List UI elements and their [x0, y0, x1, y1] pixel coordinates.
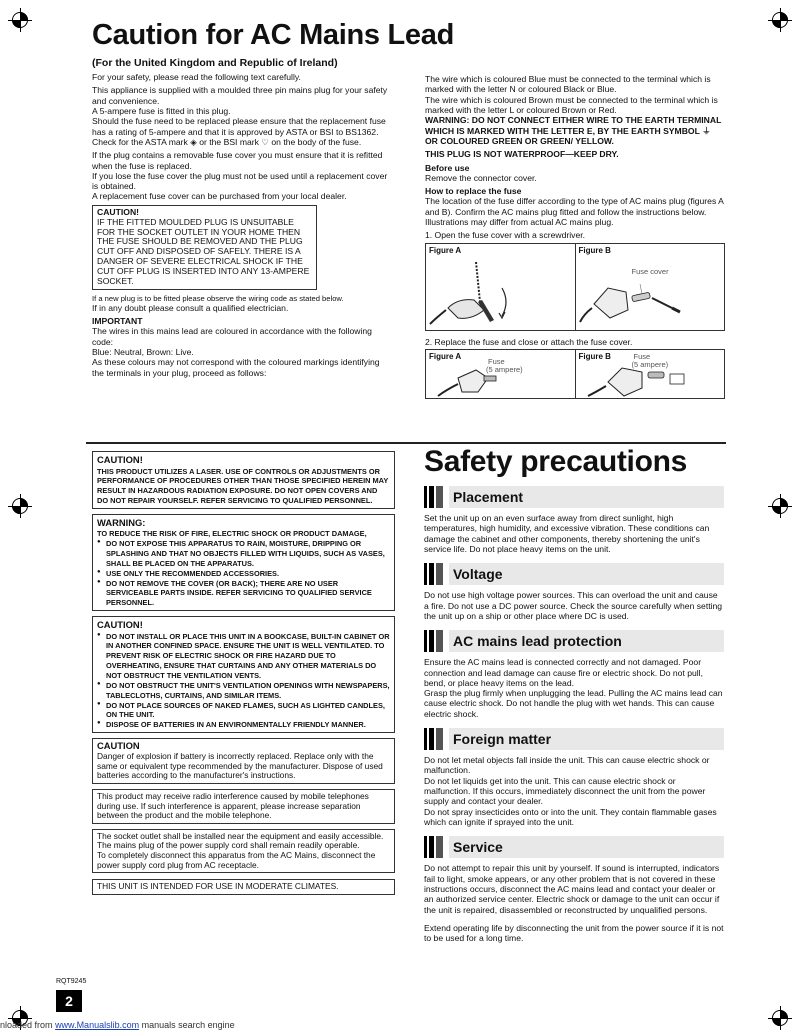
warning-intro: TO REDUCE THE RISK OF FIRE, ELECTRIC SHOCK OR PRODUCT DAMAGE,: [97, 529, 367, 539]
section-text: Do not let liquids get into the unit. This can cause electric shock or malfunction. If this occurs, immediately disconnect the unit from the power supply and contact your dealer.: [424, 775, 706, 807]
caution-list: [97, 632, 390, 730]
figure-label: Figure A: [429, 352, 462, 361]
page-title: Caution for AC Mains Lead: [92, 19, 454, 51]
paragraph: For your safety, please read the following text carefully.: [92, 72, 301, 82]
before-use-heading: Before use: [425, 162, 470, 173]
paragraph: Illustrations may differ from actual AC mains plug.: [425, 217, 614, 228]
fuse-cover-label: Fuse cover: [631, 266, 669, 276]
paragraph: If in any doubt please consult a qualified electrician.: [92, 302, 289, 313]
figure-label: Figure A: [429, 245, 462, 255]
section-title: Voltage: [449, 563, 724, 585]
registration-mark: [8, 8, 32, 32]
registration-mark: [768, 494, 792, 518]
list-item: ● DO NOT OBSTRUCT THE UNIT'S VENTILATION OPENINGS WITH NEWSPAPERS, TABLECLOTHS, CURTAINS, AND SIMILAR ITEMS.: [97, 681, 390, 701]
registration-mark: [8, 494, 32, 518]
section-text: Ensure the AC mains lead is connected correctly and not damaged. Poor connection and lead damage can cause fire or electric shock. Do not pull, bend, or place heavy items on the lead.: [424, 657, 703, 688]
caution-heading: CAUTION!: [97, 454, 143, 465]
plug-caution-box: [92, 205, 317, 290]
plug-fuse-cover-illustration: [578, 258, 728, 328]
section-text: Do not use high voltage power sources. This can overload the unit and cause a fire. Do not use a DC power source. Check the source carefully when setting the unit up on a ship or other place where DC is used.: [424, 590, 723, 621]
heading-bars-icon: [424, 563, 443, 585]
section-heading-voltage: [424, 562, 724, 586]
list-item: ● USE ONLY THE RECOMMENDED ACCESSORIES.: [97, 569, 390, 579]
note-text: THIS UNIT IS INTENDED FOR USE IN MODERATE CLIMATES.: [97, 881, 339, 892]
heading-bars-icon: [424, 630, 443, 652]
figure-b-open: [576, 244, 725, 330]
paragraph: Remove the connector cover.: [425, 172, 537, 183]
fuse-label: Fuse: [633, 352, 651, 361]
figure-a-fuse: [426, 350, 576, 398]
paragraph: Blue: Neutral, Brown: Live.: [92, 347, 194, 358]
caution-heading: CAUTION!: [97, 619, 143, 631]
paragraph: The wire which is coloured Blue must be connected to the terminal which is marked with the letter N or coloured Black or Blue.: [425, 74, 711, 95]
note-text: The socket outlet shall be installed near the equipment and easily accessible.: [97, 830, 384, 841]
caution-text: Danger of explosion if battery is incorrectly replaced. Replace only with the same or equivalent type recommended by the manufacturer. Dispose of used batteries according to the manufacturer's instructions.: [97, 750, 383, 781]
figure-b-fuse: [576, 350, 725, 398]
manualslib-link[interactable]: www.Manualslib.com: [55, 1020, 140, 1030]
ventilation-caution-box: [92, 616, 395, 733]
caution-heading: CAUTION: [97, 740, 140, 752]
paragraph: The location of the fuse differ according to the type of AC mains plug (figures A and B). Confirm the AC mains plug fitted and follow the instructions below.: [425, 196, 724, 217]
registration-mark: [768, 1006, 792, 1030]
climate-note: [92, 879, 395, 895]
footer-text: manuals search engine: [141, 1020, 235, 1030]
paragraph: If the plug contains a removable fuse cover you must ensure that it is refitted when the fuse is replaced.: [92, 150, 383, 171]
warning-heading: WARNING:: [97, 516, 146, 528]
section-text: Do not attempt to repair this unit by yourself. If sound is interrupted, indicators fail to light, smoke appears, or any other problem that is not covered in these instructions occurs, disconnect the AC mains lead and contact your dealer or an authorized service center. Electric shock or damage to the unit can occur if the unit is repaired, disassembled or reconstructed by unqualified persons.: [424, 863, 720, 915]
document-code: RQT9245: [56, 978, 87, 985]
heading-bars-icon: [424, 486, 443, 508]
warning-box: [92, 514, 395, 611]
plug-fuse-illustration: [428, 352, 532, 398]
safety-title: Safety precautions: [424, 445, 688, 478]
paragraph: A replacement fuse cover can be purchased from your local dealer.: [92, 191, 347, 202]
paragraph: The wires in this mains lead are coloured in accordance with the following code:: [92, 326, 372, 347]
registration-mark: [768, 8, 792, 32]
waterproof-warning: THIS PLUG IS NOT WATERPROOF—KEEP DRY.: [425, 149, 619, 160]
section-body: [424, 657, 724, 719]
section-heading-foreign-matter: [424, 727, 724, 751]
paragraph: A 5-ampere fuse is fitted in this plug.: [92, 105, 231, 116]
important-heading: IMPORTANT: [92, 316, 143, 327]
warning-list: [97, 539, 390, 608]
figure-label: Figure B: [578, 245, 611, 255]
section-text: Set the unit up on an even surface away from direct sunlight, high temperatures, high humidity, and excessive vibration. These conditions can damage the cabinet and other components, thereby shortening the unit's service life. Do not place heavy items on the unit.: [424, 513, 710, 554]
paragraph: If a new plug is to be fitted please observe the wiring code as stated below.: [92, 293, 344, 303]
paragraph: This appliance is supplied with a moulded three pin mains plug for your safety and convenience.: [92, 85, 388, 106]
safety-column: [424, 485, 724, 951]
heading-bars-icon: [424, 728, 443, 750]
uk-right-column: [425, 74, 725, 405]
note-text: The mains plug of the power supply cord shall remain readily operable.: [97, 840, 360, 851]
paragraph: If you lose the fuse cover the plug must not be used until a replacement cover is obtained.: [92, 170, 388, 192]
section-title: AC mains lead protection: [449, 630, 724, 652]
section-title: Service: [449, 836, 724, 858]
section-title: Placement: [449, 486, 724, 508]
page-subtitle: (For the United Kingdom and Republic of Ireland): [92, 57, 338, 69]
fuse-label: Fuse: [488, 357, 505, 366]
radio-interference-note: [92, 789, 395, 824]
section-heading-placement: [424, 485, 724, 509]
paragraph: Should the fuse need to be replaced please ensure that the replacement fuse has a rating of 5-ampere and that it is approved by ASTA or BSI to BS1362.: [92, 116, 386, 137]
section-text: Grasp the plug firmly when unplugging the lead. Pulling the AC mains lead can cause electric shock. Do not handle the plug with wet hands. This can cause electric shock.: [424, 688, 723, 719]
plug-screwdriver-illustration: [428, 258, 532, 328]
section-heading-service: [424, 835, 724, 859]
warnings-column: [92, 451, 395, 900]
caution-text: IF THE FITTED MOULDED PLUG IS UNSUITABLE FOR THE SOCKET OUTLET IN YOUR HOME THEN THE FUSE SHOULD BE REMOVED AND THE PLUG CUT OFF AND DISPOSED OF SAFELY. THERE IS A DANGER OF SEVERE ELECTRICAL SHOCK IF THE CUT OFF PLUG IS INSERTED INTO ANY 13-AMPERE SOCKET.: [97, 216, 310, 286]
plug-fuse-illustration: [578, 352, 728, 398]
replace-fuse-heading: How to replace the fuse: [425, 186, 522, 197]
section-text: Extend operating life by disconnecting the unit from the power source if it is not to be used for a long time.: [424, 922, 724, 944]
earth-warning: WARNING: DO NOT CONNECT EITHER WIRE TO THE EARTH TERMINAL WHICH IS MARKED WITH THE LETTER E, BY THE EARTH SYMBOL ⏚ OR COLOURED GREEN OR GREEN/ YELLOW.: [425, 115, 722, 146]
laser-caution-box: [92, 451, 395, 509]
battery-caution-box: [92, 738, 395, 784]
figure-a-open: [426, 244, 576, 330]
paragraph: Check for the ASTA mark ◈ or the BSI mark ♡ on the body of the fuse.: [92, 136, 362, 147]
footer-text: nloaded from: [0, 1020, 53, 1030]
note-text: To completely disconnect this apparatus from the AC Mains, disconnect the power supply cord plug from AC receptacle.: [97, 850, 376, 870]
list-item: ● DO NOT EXPOSE THIS APPARATUS TO RAIN, MOISTURE, DRIPPING OR SPLASHING AND THAT NO OBJECTS FILLED WITH LIQUIDS, SUCH AS VASES, SHALL BE PLACED ON THE APPARATUS.: [97, 539, 390, 569]
section-body: [424, 755, 724, 827]
section-text: Do not let metal objects fall inside the unit. This can cause electric shock or malfunction.: [424, 755, 710, 776]
uk-left-column: [92, 72, 392, 378]
page-number: 2: [56, 990, 82, 1012]
caution-text: THIS PRODUCT UTILIZES A LASER. USE OF CONTROLS OR ADJUSTMENTS OR PERFORMANCE OF PROCEDURES OTHER THAN THOSE SPECIFIED HEREIN MAY RESULT IN HAZARDOUS RADIATION EXPOSURE. DO NOT OPEN COVERS AND DO NOT REPAIR YOURSELF. REFER SERVICING TO QUALIFIED PERSONNEL.: [97, 466, 389, 506]
paragraph: The wire which is coloured Brown must be connected to the terminal which is marked with the letter L or coloured Brown or Red.: [425, 94, 718, 115]
step-2: 2. Replace the fuse and close or attach the fuse cover.: [425, 336, 633, 347]
list-item: ● DO NOT REMOVE THE COVER (OR BACK); THERE ARE NO USER SERVICEABLE PARTS INSIDE. REFER SERVICING TO QUALIFIED SERVICE PERSONNEL.: [97, 579, 390, 609]
step-1: 1. Open the fuse cover with a screwdriver.: [425, 230, 586, 241]
socket-outlet-note: [92, 829, 395, 874]
note-text: This product may receive radio interference caused by mobile telephones during use. If such interference is apparent, please increase separation between the product and the mobile telephone.: [97, 790, 369, 821]
section-title: Foreign matter: [449, 728, 724, 750]
list-item: ● DO NOT PLACE SOURCES OF NAKED FLAMES, SUCH AS LIGHTED CANDLES, ON THE UNIT.: [97, 701, 390, 721]
download-footer: [0, 1020, 235, 1031]
figure-row-step1: [425, 243, 725, 331]
section-text: Do not spray insecticides onto or into the unit. They contain flammable gases which can ignite if sprayed into the unit.: [424, 806, 717, 827]
fuse-ampere-label: (5 ampere): [631, 360, 669, 369]
section-body: [424, 863, 724, 943]
figure-label: Figure B: [578, 352, 611, 361]
caution-heading: CAUTION!: [97, 206, 140, 217]
paragraph: As these colours may not correspond with the coloured markings identifying the terminals in your plug, proceed as follows:: [92, 357, 380, 378]
figure-row-step2: [425, 349, 725, 399]
list-item: ● DO NOT INSTALL OR PLACE THIS UNIT IN A BOOKCASE, BUILT-IN CABINET OR IN ANOTHER CONFINED SPACE. ENSURE THE UNIT IS WELL VENTILATED. TO PREVENT RISK OF ELECTRIC SHOCK OR FIRE HAZARD DUE TO OVERHEATING, ENSURE THAT CURTAINS AND ANY OTHER MATERIALS DO NOT OBSTRUCT THE VENTILATION VENTS.: [97, 632, 390, 681]
list-item: ● DISPOSE OF BATTERIES IN AN ENVIRONMENTALLY FRIENDLY MANNER.: [97, 720, 390, 730]
section-heading-mains-lead: [424, 629, 724, 653]
heading-bars-icon: [424, 836, 443, 858]
fuse-ampere-label: (5 ampere): [486, 365, 523, 374]
